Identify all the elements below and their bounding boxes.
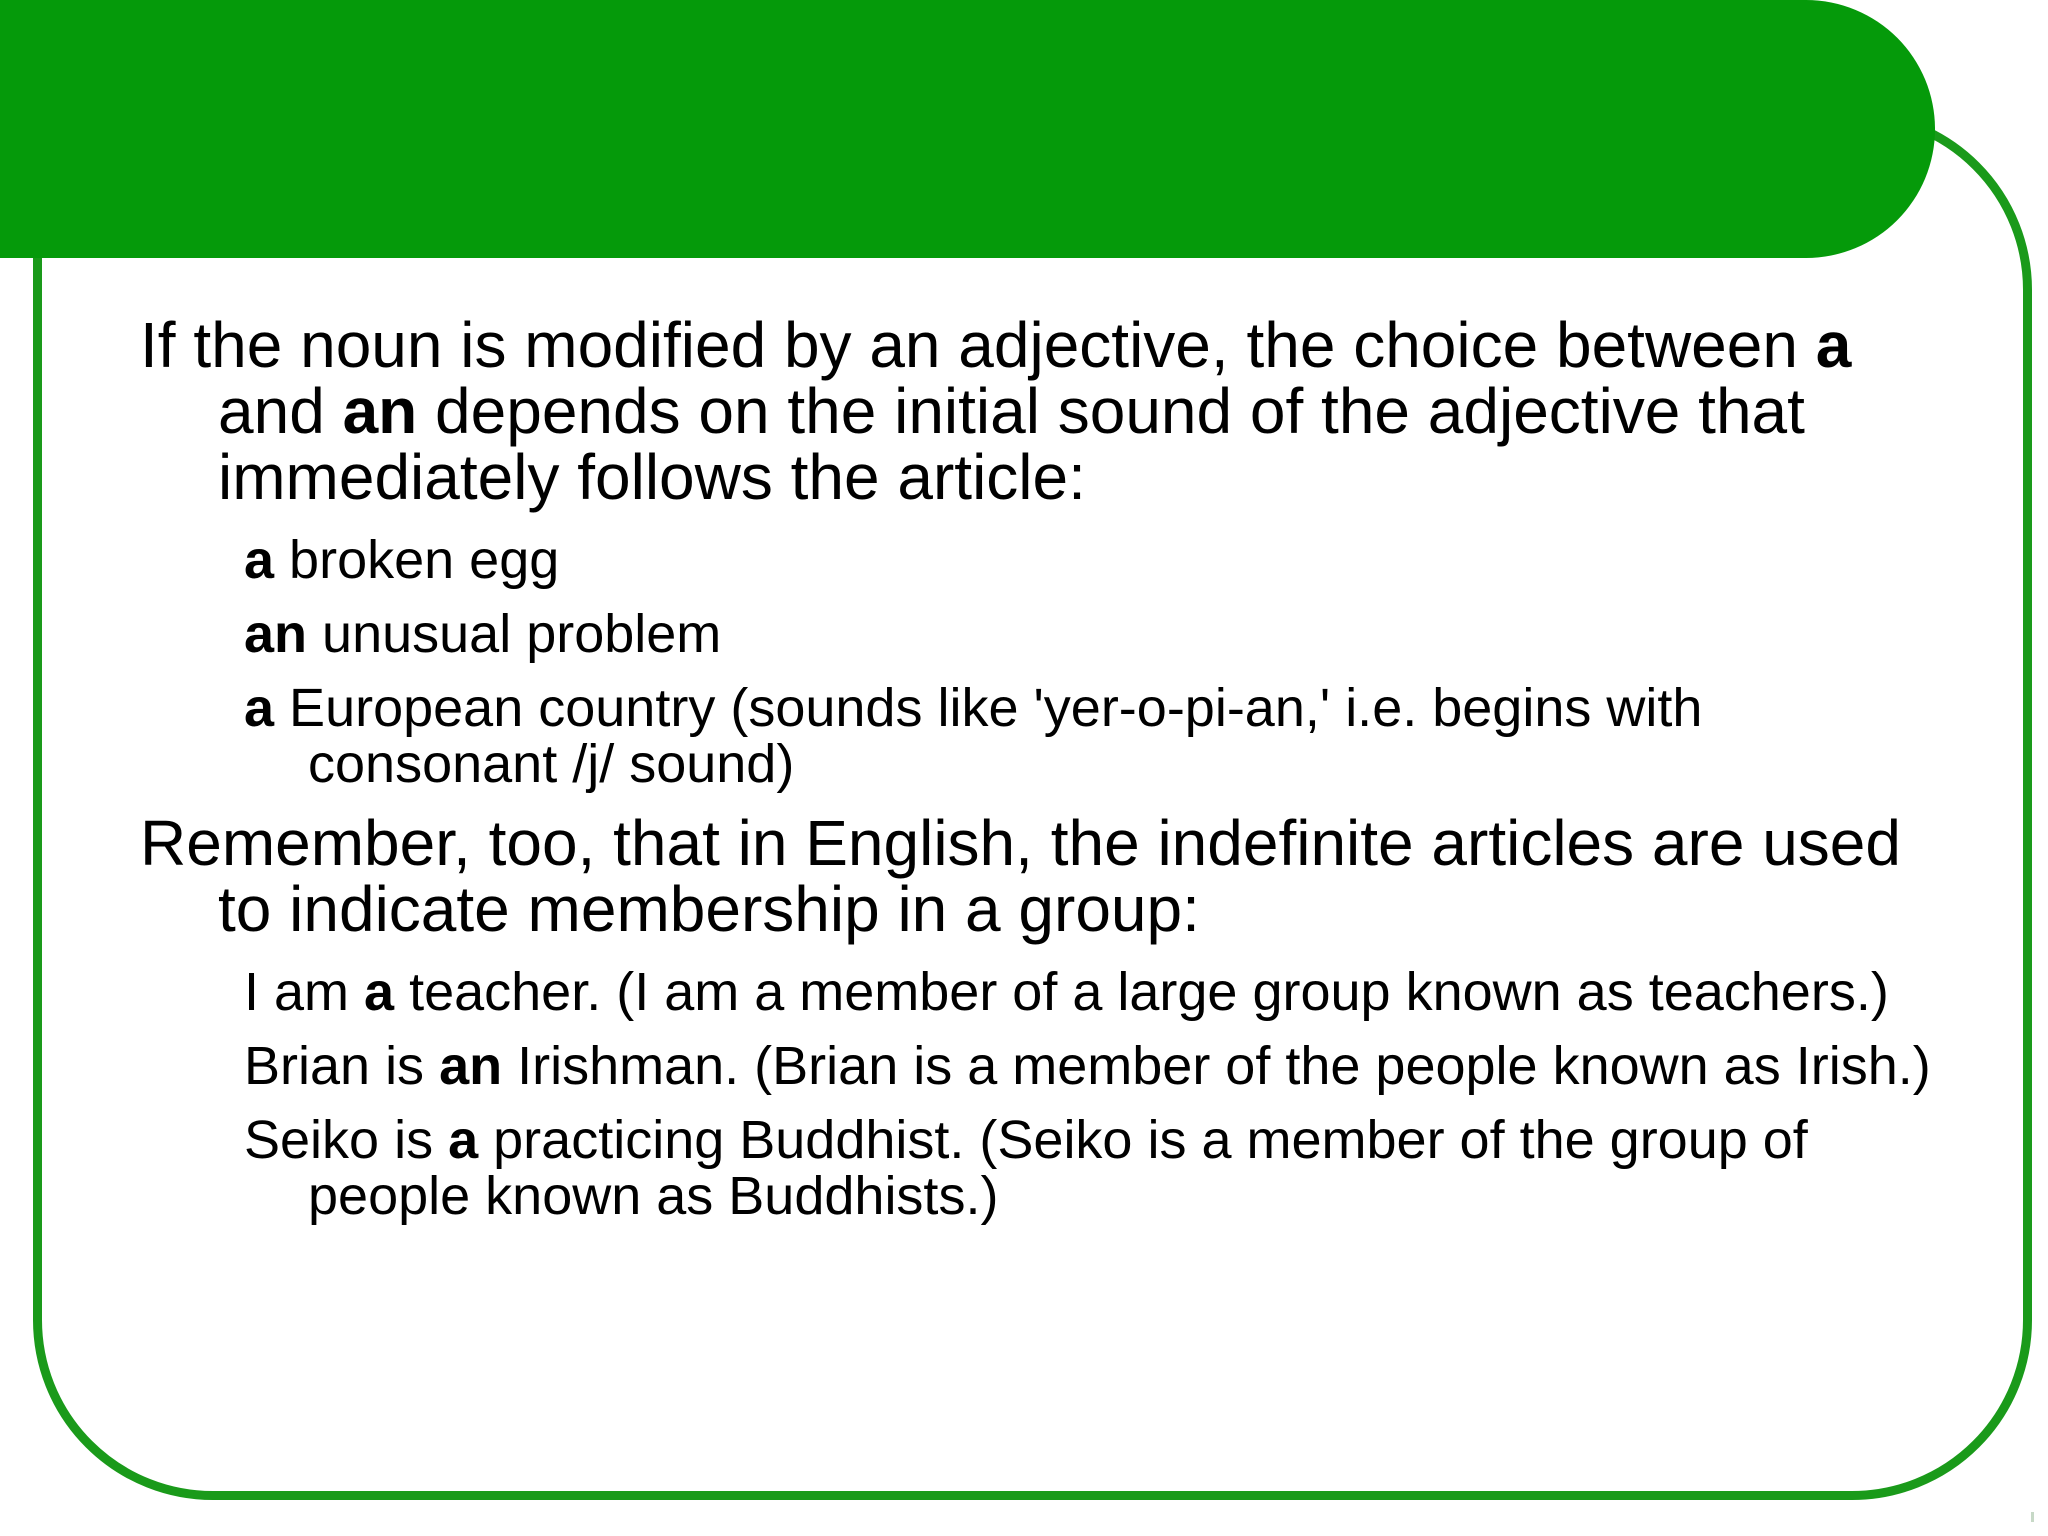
text-segment: depends on the initial sound of the adjective that immediately follows the article:: [218, 375, 1805, 513]
bold-article: an: [439, 1036, 503, 1096]
text-segment: and: [218, 375, 343, 447]
corner-mark: [2031, 1512, 2034, 1522]
paragraph-adjective-rule: [140, 309, 1940, 513]
example-text: broken egg: [274, 530, 560, 590]
header-bar: [0, 0, 1935, 258]
example-text: unusual problem: [307, 604, 722, 664]
example-buddhist: [244, 1112, 1940, 1224]
example-unusual-problem: [244, 606, 1940, 662]
example-text: teacher. (I am a member of a large group known as teachers.): [394, 962, 1889, 1022]
example-text: Seiko is: [244, 1110, 449, 1170]
example-broken-egg: [244, 532, 1940, 588]
bold-article: a: [448, 1110, 479, 1170]
paragraph-membership-rule: [140, 807, 1940, 945]
example-text: European country (sounds like 'yer-o-pi-an,' i.e. begins with consonant /j/ sound): [274, 678, 1703, 794]
bold-article: an: [244, 604, 308, 664]
slide-content: [140, 309, 1940, 1242]
example-teacher: [244, 964, 1940, 1020]
bold-article: a: [244, 530, 275, 590]
bold-article: a: [364, 962, 395, 1022]
text-segment: If the noun is modified by an adjective, the choice between: [140, 309, 1816, 381]
example-text: Irishman. (Brian is a member of the people known as Irish.): [502, 1036, 1931, 1096]
bold-article: an: [342, 375, 418, 447]
example-text: I am: [244, 962, 365, 1022]
example-text: practicing Buddhist. (Seiko is a member of the group of people known as Buddhists.): [308, 1110, 1808, 1226]
bold-article: a: [244, 678, 275, 738]
text-segment: Remember, too, that in English, the indefinite articles are used to indicate membership in a group:: [140, 807, 1901, 945]
example-text: Brian is: [244, 1036, 440, 1096]
example-irishman: [244, 1038, 1940, 1094]
example-european-country: [244, 680, 1940, 792]
bold-article: a: [1815, 309, 1852, 381]
